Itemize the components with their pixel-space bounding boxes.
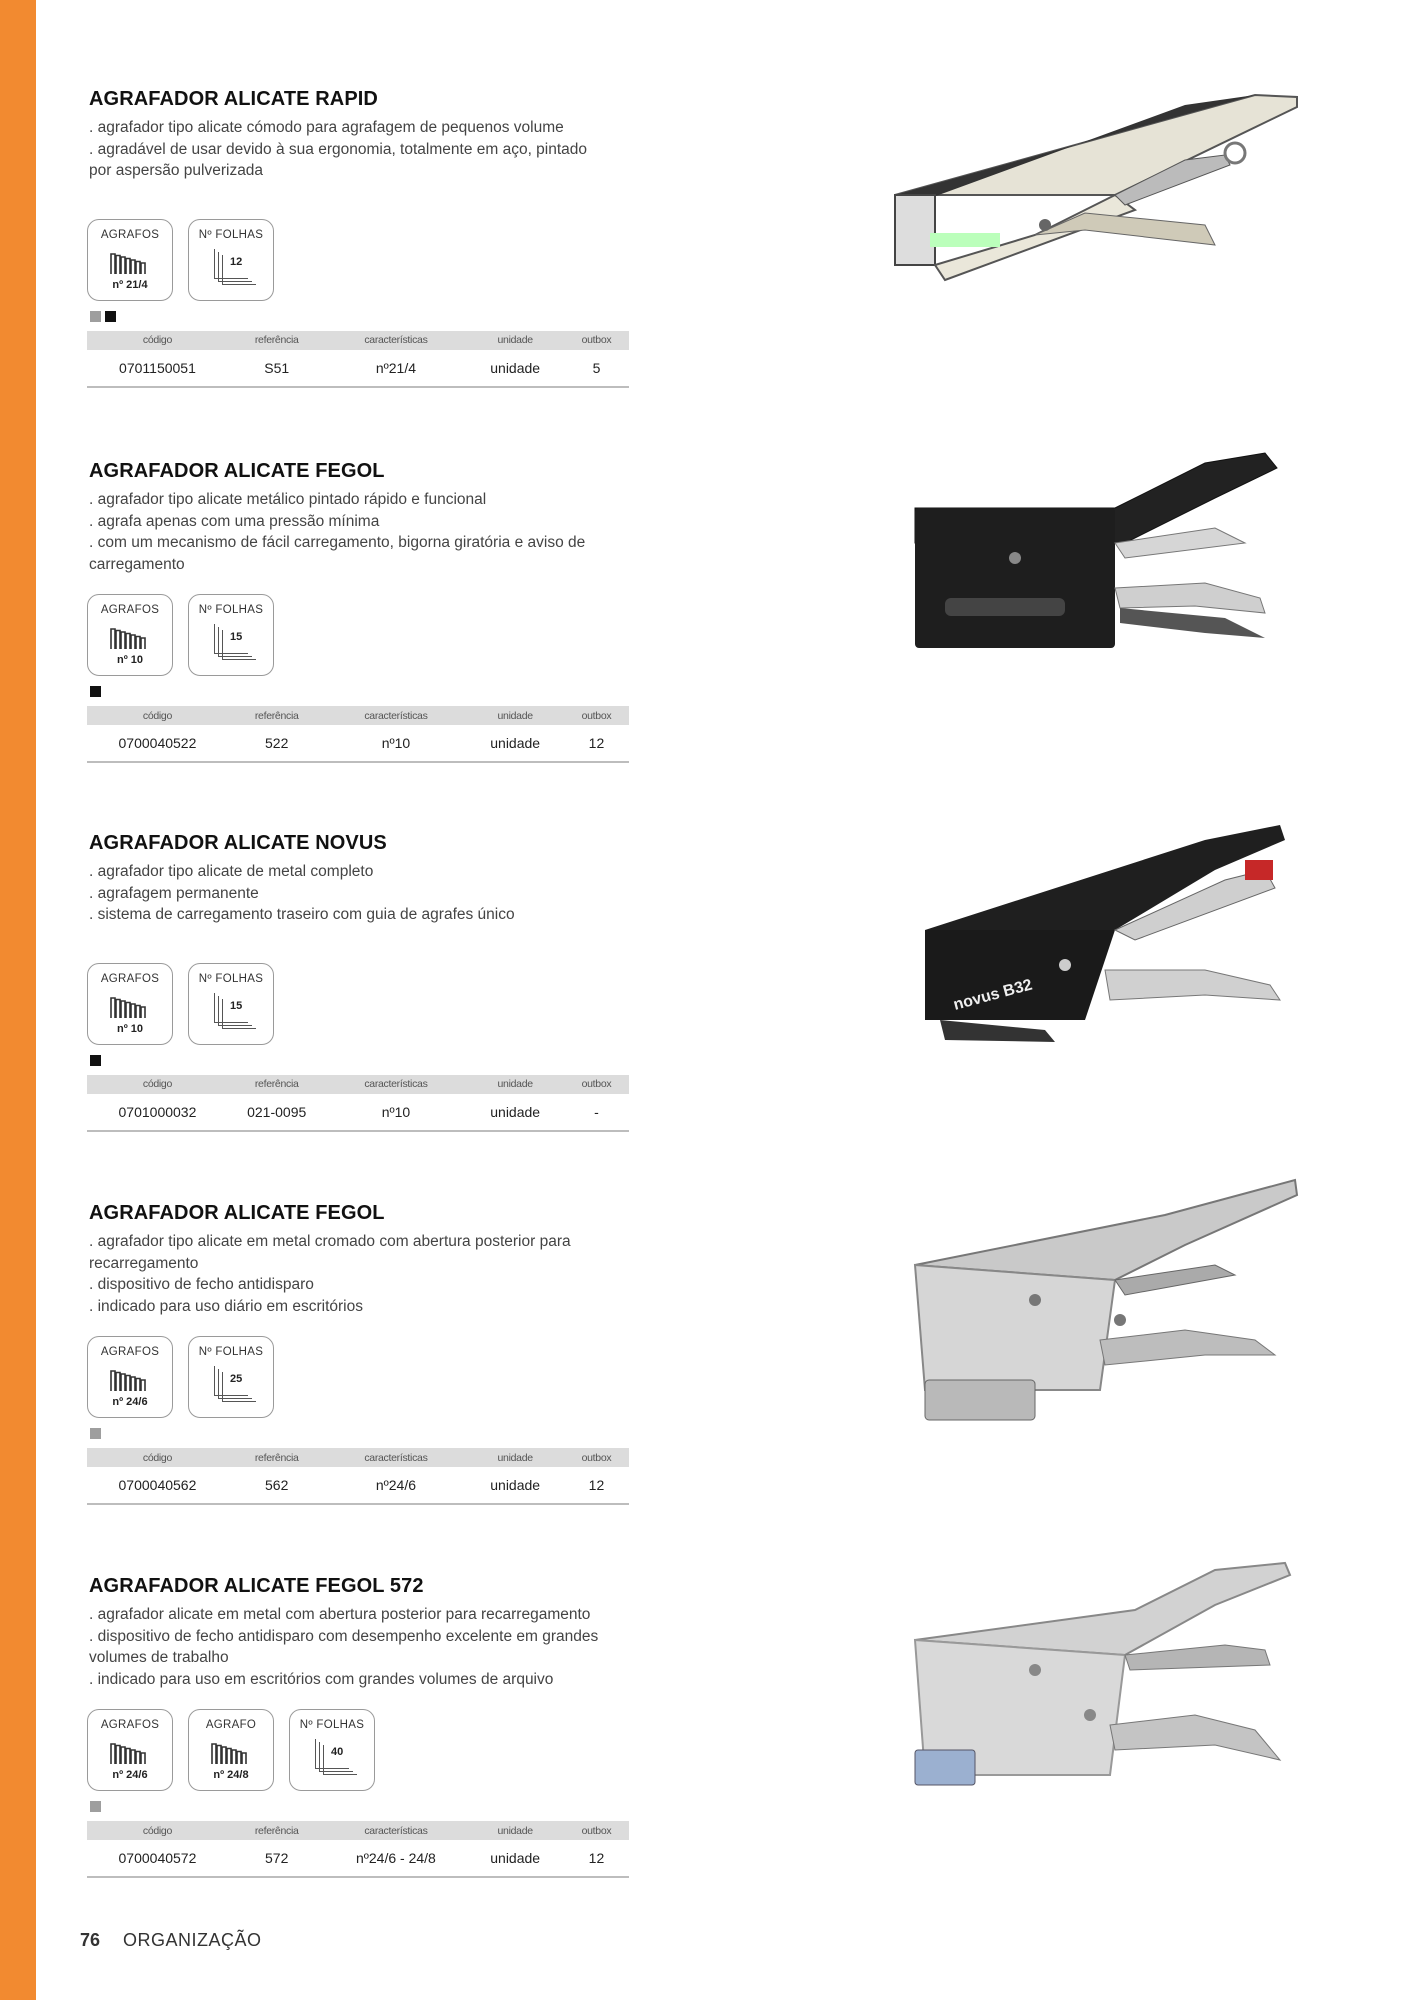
product-title: AGRAFADOR ALICATE FEGOL 572 — [89, 1575, 424, 1597]
sheets-icon — [206, 247, 258, 291]
product-description-line: . indicado para uso diário em escritórios — [89, 1297, 363, 1315]
table-header-cell: unidade — [466, 1821, 564, 1840]
product-description-line: recarregamento — [89, 1254, 199, 1272]
badge-label: AGRAFOS — [100, 1346, 160, 1358]
sheets-icon — [206, 622, 258, 666]
table-cell: 0700040572 — [87, 1840, 228, 1877]
sheets-badge — [188, 219, 274, 301]
table-header-row — [87, 1821, 629, 1840]
product-section — [87, 88, 632, 376]
sheets-badge — [188, 1336, 274, 1418]
staples-icon — [109, 994, 153, 1020]
table-header-cell: outbox — [564, 331, 629, 350]
table-cell: 0700040522 — [87, 725, 228, 762]
product-description — [89, 1231, 632, 1317]
table-header-cell: unidade — [466, 1448, 564, 1467]
product-description-line: . agrafador tipo alicate metálico pintado rápido e funcional — [89, 491, 487, 508]
color-swatch — [90, 1055, 101, 1066]
table-header-row — [87, 1075, 629, 1094]
product-title: AGRAFADOR ALICATE NOVUS — [89, 832, 387, 854]
staples-badge — [188, 1709, 274, 1791]
table-cell: 12 — [564, 1840, 629, 1877]
color-swatch — [90, 311, 101, 322]
badge-label: AGRAFO — [205, 1719, 257, 1731]
product-title: AGRAFADOR ALICATE FEGOL — [89, 1202, 385, 1224]
product-description-line: . agrafa apenas com uma pressão mínima — [89, 512, 380, 530]
product-description — [89, 117, 632, 182]
product-section — [87, 1202, 632, 1493]
badge-label: Nº FOLHAS — [299, 1719, 365, 1731]
table-header-cell: características — [325, 331, 466, 350]
table-row — [87, 350, 629, 387]
badge-label: AGRAFOS — [100, 228, 160, 241]
product-description-line: volumes de trabalho — [89, 1649, 229, 1666]
table-header-cell: referência — [228, 706, 326, 725]
table-header-cell: código — [87, 331, 228, 350]
table-cell: unidade — [466, 1840, 564, 1877]
badge-value: nº 10 — [116, 654, 144, 666]
badge-value: nº 24/8 — [213, 1769, 249, 1781]
staples-icon — [109, 1740, 153, 1766]
product-section — [87, 1575, 632, 1866]
table-header-cell: características — [325, 706, 466, 725]
table-header-cell: características — [325, 1821, 466, 1840]
badge-label: AGRAFOS — [100, 1719, 160, 1731]
spec-table — [87, 331, 629, 388]
table-cell: 522 — [228, 725, 326, 762]
badge-label: AGRAFOS — [100, 972, 160, 985]
product-description-line: . agrafador tipo alicate em metal cromado com abertura posterior para — [89, 1233, 571, 1250]
spec-table — [87, 1821, 629, 1878]
badge-label: Nº FOLHAS — [198, 972, 264, 985]
orange-side-bar — [0, 0, 36, 2000]
sheets-badge — [188, 963, 274, 1045]
svg-text:novus B32: novus B32 — [951, 976, 1035, 1014]
table-header-cell: outbox — [564, 1448, 629, 1467]
color-swatches — [90, 311, 116, 322]
product-section — [87, 460, 632, 751]
product-image-rapid — [885, 85, 1305, 305]
table-cell: S51 — [228, 350, 326, 387]
color-swatches — [90, 686, 101, 697]
sheets-icon — [307, 1737, 359, 1781]
badge-value: nº 24/6 — [112, 1396, 148, 1408]
badge-row — [87, 963, 274, 1045]
table-header-cell: referência — [228, 1821, 326, 1840]
table-cell: 572 — [228, 1840, 326, 1877]
sheets-badge — [289, 1709, 375, 1791]
badge-value: nº 10 — [116, 1022, 144, 1035]
table-header-cell: outbox — [564, 1075, 629, 1094]
product-description-line: . sistema de carregamento traseiro com guia de agrafes único — [89, 906, 515, 923]
badge-row — [87, 594, 274, 676]
badge-value: 40 — [331, 1746, 344, 1758]
staples-icon — [109, 250, 153, 276]
table-cell: 0701150051 — [87, 350, 228, 387]
staples-badge — [87, 1336, 173, 1418]
badge-label: Nº FOLHAS — [198, 228, 264, 241]
badge-value: 12 — [230, 255, 243, 268]
product-description-line: . agrafador alicate em metal com abertura posterior para recarregamento — [89, 1606, 591, 1623]
table-header-cell: referência — [228, 331, 326, 350]
badge-label: Nº FOLHAS — [198, 1346, 264, 1358]
badge-value: 15 — [230, 999, 243, 1012]
product-description — [89, 489, 632, 575]
color-swatch — [90, 686, 101, 697]
table-header-cell: outbox — [564, 706, 629, 725]
product-description-line: por aspersão pulverizada — [89, 162, 264, 179]
color-swatches — [90, 1428, 101, 1439]
table-header-cell: referência — [228, 1075, 326, 1094]
staples-badge — [87, 219, 173, 301]
spec-table — [87, 1448, 629, 1505]
product-description-line: . indicado para uso em escritórios com grandes volumes de arquivo — [89, 1670, 554, 1688]
color-swatch — [105, 311, 116, 322]
table-cell: unidade — [466, 350, 564, 387]
spec-table — [87, 1075, 629, 1132]
table-cell: 0701000032 — [87, 1094, 228, 1131]
table-cell: nº21/4 — [325, 350, 466, 387]
table-cell: unidade — [466, 725, 564, 762]
color-swatch — [90, 1428, 101, 1439]
product-description-line: . agrafador tipo alicate cómodo para agrafagem de pequenos volume — [89, 119, 564, 136]
product-description-line: . com um mecanismo de fácil carregamento, bigorna giratória e aviso de — [89, 534, 586, 551]
table-header-row — [87, 331, 629, 350]
table-cell: 021-0095 — [228, 1094, 326, 1131]
table-cell: 12 — [564, 725, 629, 762]
table-cell: nº10 — [325, 725, 466, 762]
table-row — [87, 1467, 629, 1504]
table-header-cell: características — [325, 1448, 466, 1467]
product-title: AGRAFADOR ALICATE FEGOL — [89, 460, 385, 482]
table-header-cell: código — [87, 1075, 228, 1094]
color-swatches — [90, 1055, 101, 1066]
product-description-line: . dispositivo de fecho antidisparo com desempenho excelente em grandes — [89, 1627, 599, 1645]
badge-row — [87, 219, 274, 301]
product-description — [89, 861, 632, 926]
table-cell: 562 — [228, 1467, 326, 1504]
table-row — [87, 725, 629, 762]
badge-label: AGRAFOS — [100, 604, 160, 616]
product-title: AGRAFADOR ALICATE RAPID — [89, 88, 378, 110]
sheets-icon — [206, 1364, 258, 1408]
badge-value: 25 — [230, 1373, 243, 1385]
table-header-cell: código — [87, 706, 228, 725]
table-cell: 12 — [564, 1467, 629, 1504]
color-swatch — [90, 1801, 101, 1812]
product-description-line: . agrafagem permanente — [89, 884, 259, 902]
badge-row — [87, 1336, 274, 1418]
staples-icon — [109, 625, 153, 651]
table-cell: 5 — [564, 350, 629, 387]
product-description-line: . dispositivo de fecho antidisparo — [89, 1276, 314, 1293]
table-header-cell: unidade — [466, 1075, 564, 1094]
product-description-line: . agradável de usar devido à sua ergonomia, totalmente em aço, pintado — [89, 140, 588, 158]
badge-value: nº 24/6 — [112, 1769, 148, 1781]
section-name: ORGANIZAÇÃO — [123, 1930, 262, 1950]
table-header-row — [87, 706, 629, 725]
sheets-icon — [206, 991, 258, 1035]
table-cell: unidade — [466, 1467, 564, 1504]
staples-icon — [210, 1740, 254, 1766]
badge-row — [87, 1709, 375, 1791]
staples-badge — [87, 1709, 173, 1791]
badge-value: 15 — [230, 631, 243, 643]
table-cell: nº24/6 - 24/8 — [325, 1840, 466, 1877]
product-description-line: carregamento — [89, 555, 185, 573]
table-header-cell: código — [87, 1821, 228, 1840]
staples-badge — [87, 963, 173, 1045]
product-image-fegol-chrome — [885, 1175, 1305, 1425]
color-swatches — [90, 1801, 101, 1812]
table-row — [87, 1840, 629, 1877]
badge-value: nº 21/4 — [112, 278, 148, 291]
table-cell: - — [564, 1094, 629, 1131]
table-header-cell: características — [325, 1075, 466, 1094]
staples-icon — [109, 1367, 153, 1393]
product-description — [89, 1604, 632, 1690]
table-row — [87, 1094, 629, 1131]
product-image-fegol-black — [885, 448, 1305, 658]
page-footer — [80, 1930, 262, 1951]
product-description-line: . agrafador tipo alicate de metal completo — [89, 863, 374, 880]
product-image-fegol-572 — [885, 1555, 1305, 1805]
table-cell: nº10 — [325, 1094, 466, 1131]
table-header-cell: unidade — [466, 331, 564, 350]
table-header-cell: referência — [228, 1448, 326, 1467]
table-cell: 0700040562 — [87, 1467, 228, 1504]
table-cell: unidade — [466, 1094, 564, 1131]
badge-label: Nº FOLHAS — [198, 604, 264, 616]
table-header-cell: unidade — [466, 706, 564, 725]
spec-table — [87, 706, 629, 763]
table-header-cell: código — [87, 1448, 228, 1467]
product-image-novus — [885, 820, 1305, 1050]
product-section — [87, 832, 632, 1120]
staples-badge — [87, 594, 173, 676]
table-cell: nº24/6 — [325, 1467, 466, 1504]
sheets-badge — [188, 594, 274, 676]
table-header-row — [87, 1448, 629, 1467]
page-number: 76 — [80, 1930, 101, 1950]
table-header-cell: outbox — [564, 1821, 629, 1840]
